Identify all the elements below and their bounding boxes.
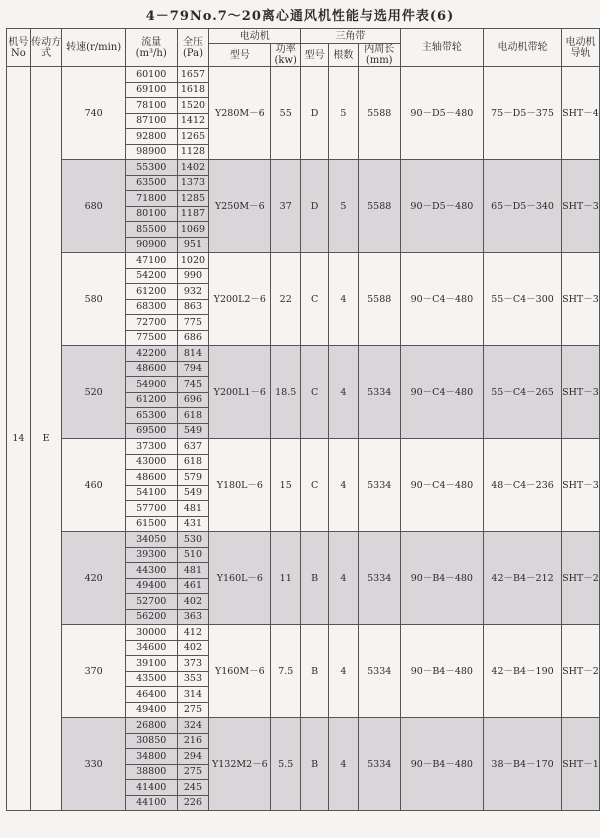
main-pulley-cell: 90－B4－480 <box>400 532 484 625</box>
belt-count-cell: 4 <box>329 439 359 532</box>
pressure-cell: 1618 <box>177 82 209 98</box>
main-pulley-cell: 90－C4－480 <box>400 346 484 439</box>
motor-power-cell: 11 <box>271 532 301 625</box>
flow-cell: 44100 <box>125 795 177 811</box>
header-pressure: 全压(Pa) <box>177 29 209 67</box>
pressure-cell: 402 <box>177 640 209 656</box>
pressure-cell: 990 <box>177 268 209 284</box>
belt-count-cell: 4 <box>329 346 359 439</box>
header-motor-power: 功率(kw) <box>271 44 301 67</box>
flow-cell: 37300 <box>125 439 177 455</box>
speed-cell: 370 <box>62 625 125 718</box>
pressure-cell: 618 <box>177 454 209 470</box>
pressure-cell: 637 <box>177 439 209 455</box>
pressure-cell: 275 <box>177 764 209 780</box>
main-pulley-cell: 90－D5－480 <box>400 160 484 253</box>
pressure-cell: 686 <box>177 330 209 346</box>
motor-model-cell: Y132M2－6 <box>209 718 271 811</box>
flow-cell: 61200 <box>125 284 177 300</box>
pressure-cell: 579 <box>177 470 209 486</box>
belt-length-cell: 5334 <box>358 439 400 532</box>
motor-rail-cell: SHT－4 <box>561 67 599 160</box>
speed-cell: 580 <box>62 253 125 346</box>
header-belt-count: 根数 <box>329 44 359 67</box>
belt-count-cell: 4 <box>329 625 359 718</box>
flow-cell: 26800 <box>125 718 177 734</box>
performance-table <box>6 28 600 811</box>
pressure-cell: 1069 <box>177 222 209 238</box>
belt-type-cell: C <box>301 253 329 346</box>
motor-pulley-cell: 75－D5－375 <box>484 67 562 160</box>
pressure-cell: 461 <box>177 578 209 594</box>
motor-power-cell: 22 <box>271 253 301 346</box>
pressure-cell: 510 <box>177 547 209 563</box>
flow-cell: 38800 <box>125 764 177 780</box>
flow-cell: 30850 <box>125 733 177 749</box>
flow-cell: 48600 <box>125 470 177 486</box>
flow-cell: 49400 <box>125 702 177 718</box>
main-pulley-cell: 90－B4－480 <box>400 625 484 718</box>
pressure-cell: 618 <box>177 408 209 424</box>
flow-cell: 34600 <box>125 640 177 656</box>
flow-cell: 77500 <box>125 330 177 346</box>
flow-cell: 80100 <box>125 206 177 222</box>
belt-count-cell: 5 <box>329 160 359 253</box>
belt-type-cell: C <box>301 346 329 439</box>
belt-length-cell: 5588 <box>358 160 400 253</box>
header-motor-model: 型号 <box>209 44 271 67</box>
flow-cell: 68300 <box>125 299 177 315</box>
flow-cell: 61200 <box>125 392 177 408</box>
flow-cell: 39100 <box>125 656 177 672</box>
belt-count-cell: 4 <box>329 532 359 625</box>
belt-type-cell: B <box>301 532 329 625</box>
page-title: 4－79No.7～20离心通风机性能与选用件表(6) <box>145 9 455 24</box>
header-speed: 转速(r/min) <box>62 29 125 67</box>
main-pulley-cell: 90－D5－480 <box>400 67 484 160</box>
flow-cell: 47100 <box>125 253 177 269</box>
motor-rail-cell: SHT－1 <box>561 718 599 811</box>
pressure-cell: 549 <box>177 485 209 501</box>
header-drive: 传动方式 <box>30 29 62 67</box>
pressure-cell: 932 <box>177 284 209 300</box>
flow-cell: 85500 <box>125 222 177 238</box>
pressure-cell: 1657 <box>177 67 209 83</box>
pressure-cell: 794 <box>177 361 209 377</box>
flow-cell: 69100 <box>125 82 177 98</box>
flow-cell: 52700 <box>125 594 177 610</box>
flow-cell: 41400 <box>125 780 177 796</box>
table-row <box>7 160 600 176</box>
pressure-cell: 530 <box>177 532 209 548</box>
pressure-cell: 549 <box>177 423 209 439</box>
belt-length-cell: 5334 <box>358 346 400 439</box>
pressure-cell: 324 <box>177 718 209 734</box>
motor-rail-cell: SHT－3 <box>561 253 599 346</box>
belt-type-cell: C <box>301 439 329 532</box>
pressure-cell: 951 <box>177 237 209 253</box>
flow-cell: 54200 <box>125 268 177 284</box>
speed-cell: 330 <box>62 718 125 811</box>
pressure-cell: 216 <box>177 733 209 749</box>
belt-type-cell: B <box>301 718 329 811</box>
belt-count-cell: 4 <box>329 718 359 811</box>
belt-length-cell: 5334 <box>358 625 400 718</box>
motor-model-cell: Y180L－6 <box>209 439 271 532</box>
flow-cell: 39300 <box>125 547 177 563</box>
motor-model-cell: Y200L2－6 <box>209 253 271 346</box>
pressure-cell: 814 <box>177 346 209 362</box>
header-motor-pulley: 电动机带轮 <box>484 29 562 67</box>
table-row <box>7 625 600 641</box>
pressure-cell: 294 <box>177 749 209 765</box>
belt-type-cell: D <box>301 67 329 160</box>
motor-rail-cell: SHT－3 <box>561 346 599 439</box>
motor-power-cell: 37 <box>271 160 301 253</box>
pressure-cell: 1402 <box>177 160 209 176</box>
pressure-cell: 1128 <box>177 144 209 160</box>
motor-power-cell: 5.5 <box>271 718 301 811</box>
flow-cell: 55300 <box>125 160 177 176</box>
flow-cell: 69500 <box>125 423 177 439</box>
pressure-cell: 275 <box>177 702 209 718</box>
flow-cell: 44300 <box>125 563 177 579</box>
belt-length-cell: 5334 <box>358 532 400 625</box>
main-pulley-cell: 90－B4－480 <box>400 718 484 811</box>
motor-pulley-cell: 55－C4－300 <box>484 253 562 346</box>
flow-cell: 60100 <box>125 67 177 83</box>
pressure-cell: 314 <box>177 687 209 703</box>
flow-cell: 72700 <box>125 315 177 331</box>
motor-pulley-cell: 65－D5－340 <box>484 160 562 253</box>
flow-cell: 98900 <box>125 144 177 160</box>
header-flow: 流量(m³/h) <box>125 29 177 67</box>
header-main-pulley: 主轴带轮 <box>400 29 484 67</box>
pressure-cell: 353 <box>177 671 209 687</box>
pressure-cell: 696 <box>177 392 209 408</box>
belt-length-cell: 5588 <box>358 67 400 160</box>
header-motor-rail: 电动机导轨 <box>561 29 599 67</box>
pressure-cell: 412 <box>177 625 209 641</box>
flow-cell: 90900 <box>125 237 177 253</box>
flow-cell: 48600 <box>125 361 177 377</box>
flow-cell: 54900 <box>125 377 177 393</box>
motor-model-cell: Y200L1－6 <box>209 346 271 439</box>
motor-pulley-cell: 42－B4－190 <box>484 625 562 718</box>
fan-no-cell: 14 <box>7 67 31 811</box>
belt-count-cell: 5 <box>329 67 359 160</box>
header-belt-length: 内周长(mm) <box>358 44 400 67</box>
motor-model-cell: Y160M－6 <box>209 625 271 718</box>
motor-rail-cell: SHT－3 <box>561 439 599 532</box>
table-row <box>7 439 600 455</box>
pressure-cell: 226 <box>177 795 209 811</box>
flow-cell: 43000 <box>125 454 177 470</box>
motor-model-cell: Y250M－6 <box>209 160 271 253</box>
pressure-cell: 481 <box>177 563 209 579</box>
header-belt-type: 型号 <box>301 44 329 67</box>
flow-cell: 54100 <box>125 485 177 501</box>
motor-power-cell: 55 <box>271 67 301 160</box>
motor-rail-cell: SHT－2 <box>561 625 599 718</box>
belt-type-cell: D <box>301 160 329 253</box>
flow-cell: 49400 <box>125 578 177 594</box>
flow-cell: 92800 <box>125 129 177 145</box>
table-row <box>7 718 600 734</box>
flow-cell: 61500 <box>125 516 177 532</box>
table-row <box>7 532 600 548</box>
belt-length-cell: 5588 <box>358 253 400 346</box>
belt-length-cell: 5334 <box>358 718 400 811</box>
flow-cell: 87100 <box>125 113 177 129</box>
pressure-cell: 863 <box>177 299 209 315</box>
motor-power-cell: 7.5 <box>271 625 301 718</box>
speed-cell: 740 <box>62 67 125 160</box>
flow-cell: 30000 <box>125 625 177 641</box>
flow-cell: 63500 <box>125 175 177 191</box>
belt-type-cell: B <box>301 625 329 718</box>
flow-cell: 65300 <box>125 408 177 424</box>
flow-cell: 46400 <box>125 687 177 703</box>
header-motor: 电动机 <box>209 29 301 44</box>
pressure-cell: 373 <box>177 656 209 672</box>
belt-count-cell: 4 <box>329 253 359 346</box>
table-row <box>7 253 600 269</box>
motor-rail-cell: SHT－2 <box>561 532 599 625</box>
pressure-cell: 1265 <box>177 129 209 145</box>
header-belt: 三角带 <box>301 29 400 44</box>
flow-cell: 71800 <box>125 191 177 207</box>
speed-cell: 460 <box>62 439 125 532</box>
motor-pulley-cell: 55－C4－265 <box>484 346 562 439</box>
table-row <box>7 67 600 83</box>
header-fan-no: 机号No <box>7 29 31 67</box>
pressure-cell: 1373 <box>177 175 209 191</box>
pressure-cell: 481 <box>177 501 209 517</box>
pressure-cell: 431 <box>177 516 209 532</box>
flow-cell: 34050 <box>125 532 177 548</box>
motor-pulley-cell: 38－B4－170 <box>484 718 562 811</box>
flow-cell: 42200 <box>125 346 177 362</box>
flow-cell: 57700 <box>125 501 177 517</box>
flow-cell: 56200 <box>125 609 177 625</box>
drive-cell: E <box>30 67 62 811</box>
pressure-cell: 1020 <box>177 253 209 269</box>
pressure-cell: 775 <box>177 315 209 331</box>
motor-model-cell: Y160L－6 <box>209 532 271 625</box>
motor-power-cell: 15 <box>271 439 301 532</box>
pressure-cell: 1285 <box>177 191 209 207</box>
motor-power-cell: 18.5 <box>271 346 301 439</box>
pressure-cell: 245 <box>177 780 209 796</box>
motor-pulley-cell: 48－C4－236 <box>484 439 562 532</box>
table-row <box>7 346 600 362</box>
motor-pulley-cell: 42－B4－212 <box>484 532 562 625</box>
motor-model-cell: Y280M－6 <box>209 67 271 160</box>
pressure-cell: 402 <box>177 594 209 610</box>
pressure-cell: 1187 <box>177 206 209 222</box>
main-pulley-cell: 90－C4－480 <box>400 253 484 346</box>
main-pulley-cell: 90－C4－480 <box>400 439 484 532</box>
flow-cell: 78100 <box>125 98 177 114</box>
pressure-cell: 1520 <box>177 98 209 114</box>
motor-rail-cell: SHT－3 <box>561 160 599 253</box>
speed-cell: 680 <box>62 160 125 253</box>
pressure-cell: 363 <box>177 609 209 625</box>
pressure-cell: 1412 <box>177 113 209 129</box>
flow-cell: 43500 <box>125 671 177 687</box>
pressure-cell: 745 <box>177 377 209 393</box>
flow-cell: 34800 <box>125 749 177 765</box>
speed-cell: 420 <box>62 532 125 625</box>
speed-cell: 520 <box>62 346 125 439</box>
